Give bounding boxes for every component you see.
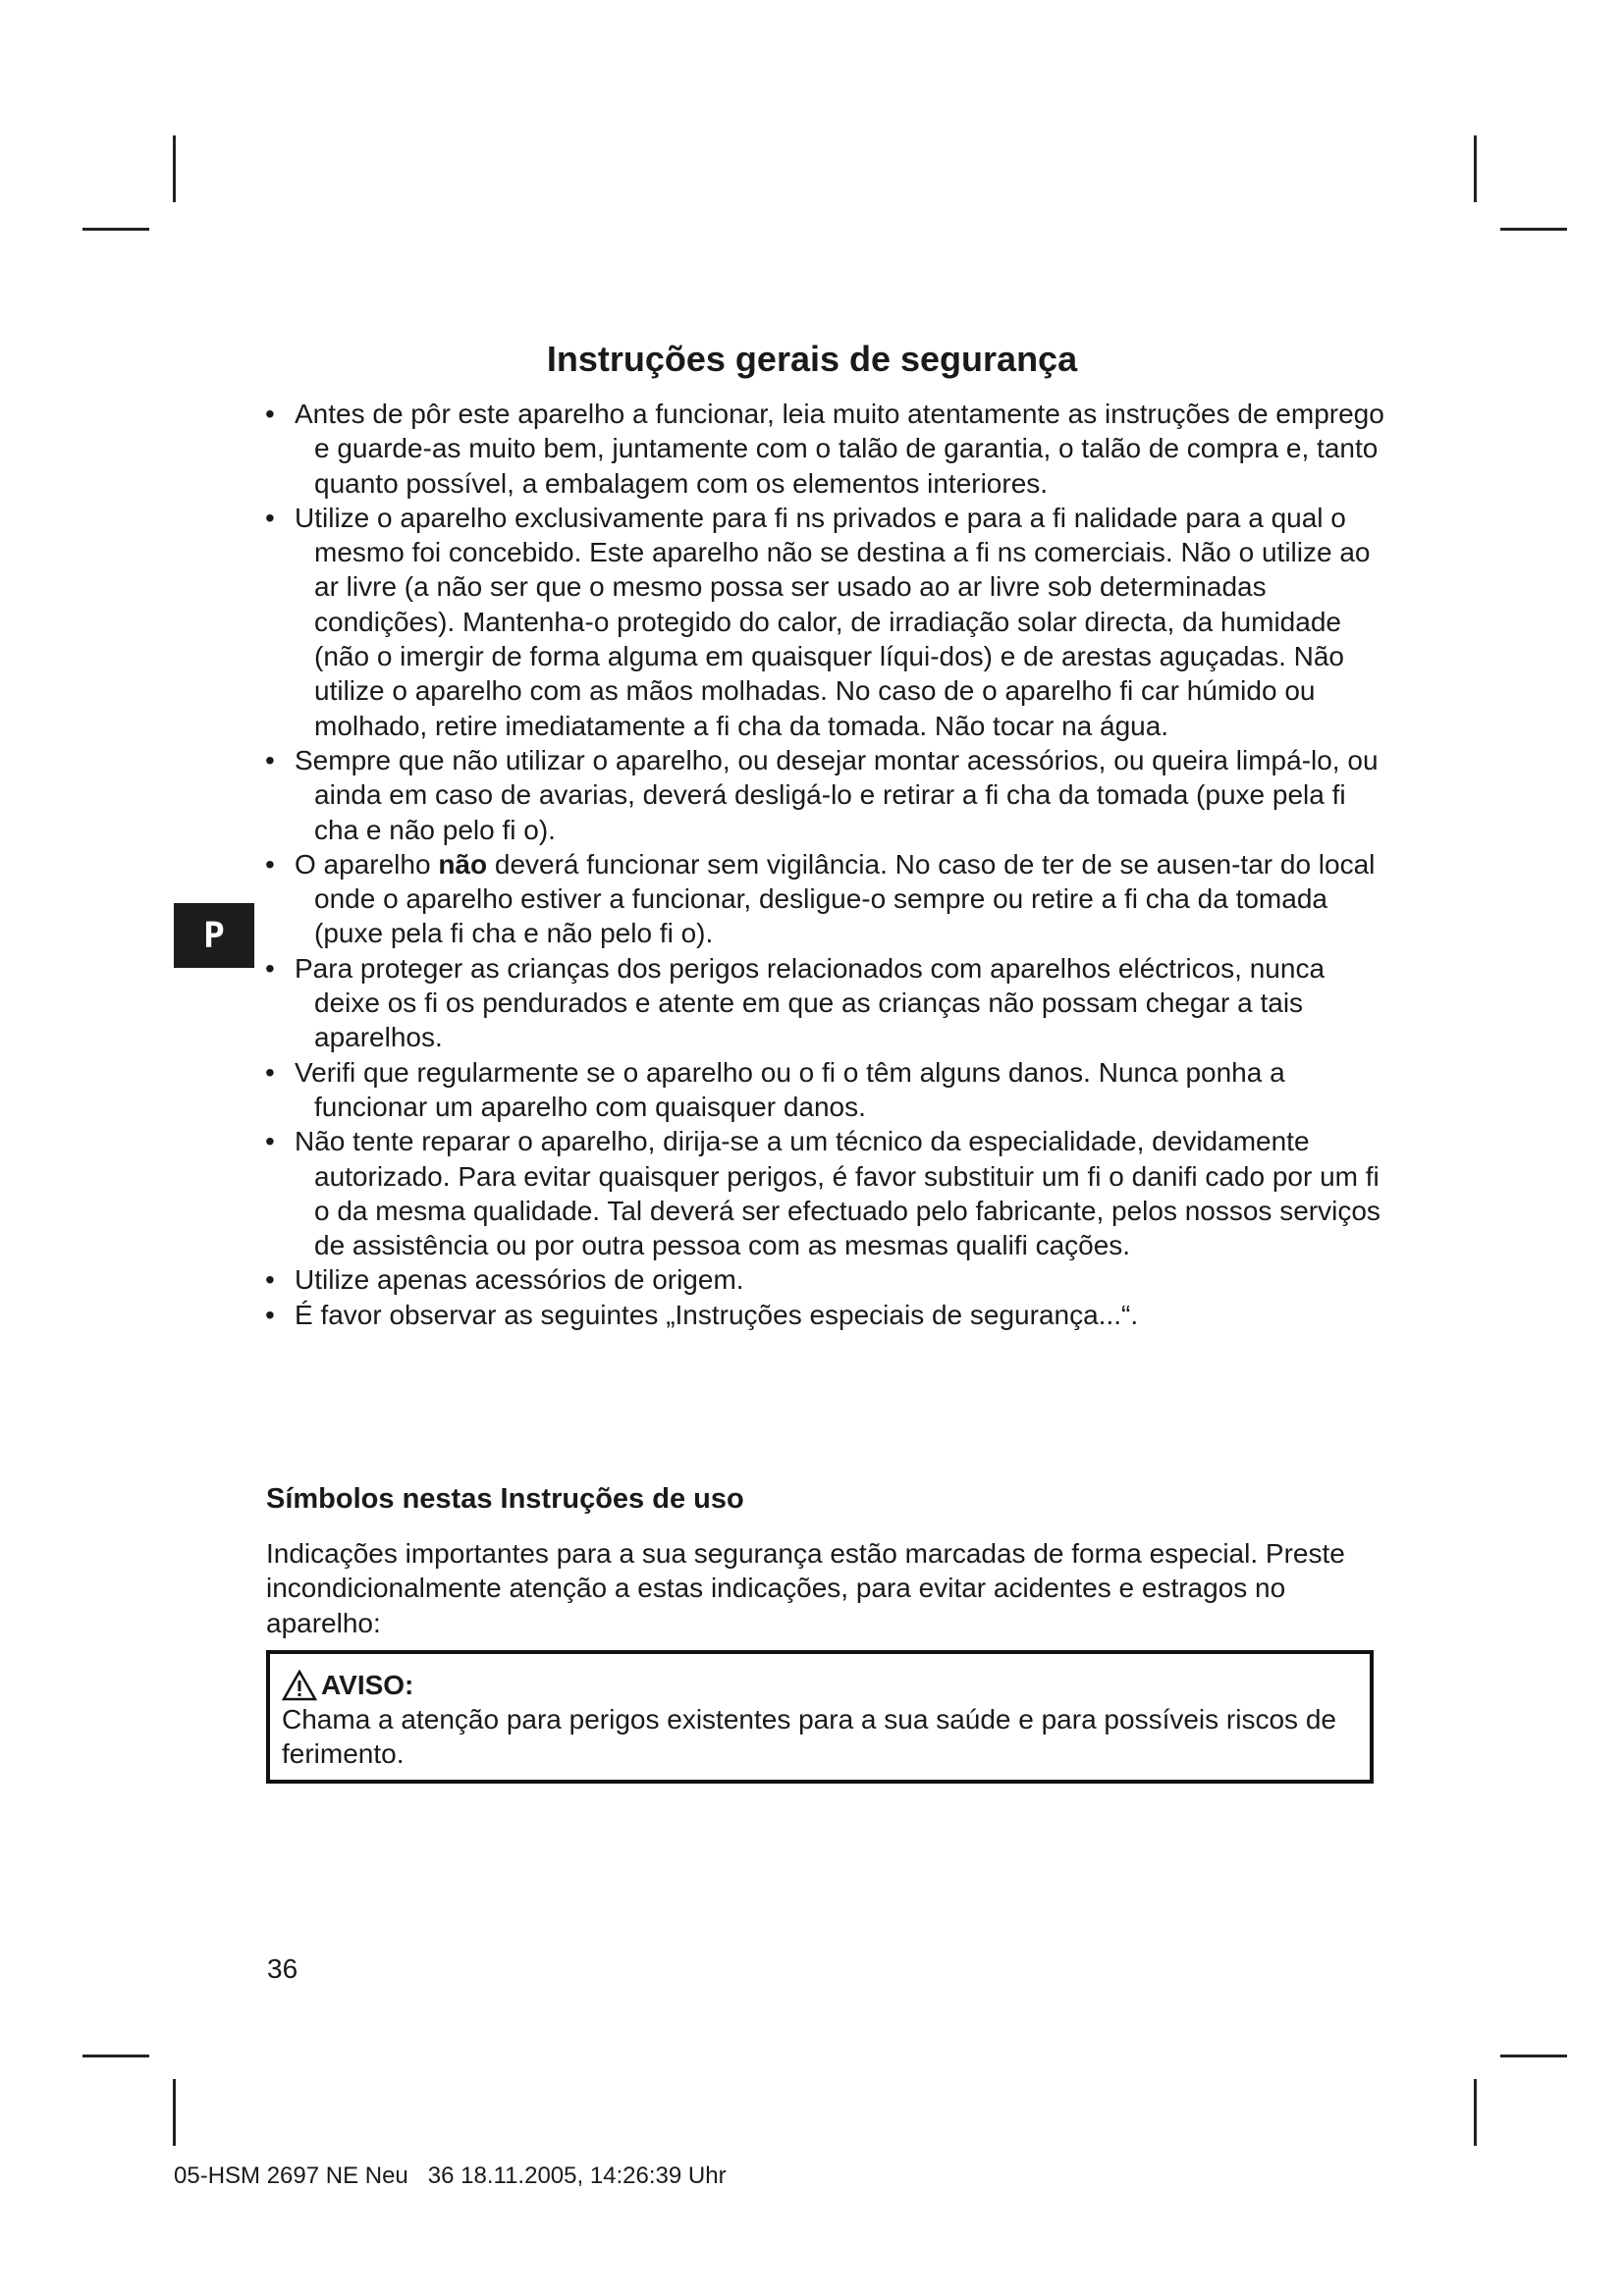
crop-mark-bottom-right-horizontal <box>1500 2055 1567 2057</box>
list-item: • Não tente reparar o aparelho, dirija-se a um técnico da especialidade, devidamente autorizado. Para evitar quaisquer perigos, é favor substituir um fi o danifi cado por um fi o da mesma qualidade. Tal deverá ser efectuado pelo fabricante, pelos nossos serviços de assistência ou por outra pessoa com as mesmas qualifi cações. <box>265 1124 1384 1262</box>
crop-mark-bottom-left-horizontal <box>82 2055 149 2057</box>
list-item: • É favor observar as seguintes „Instruções especiais de segurança...“. <box>265 1298 1384 1332</box>
warning-text: Chama a atenção para perigos existentes para a sua saúde e para possíveis riscos de ferimento. <box>282 1704 1336 1769</box>
list-item <box>265 847 1384 951</box>
crop-mark-top-right-vertical <box>1474 135 1477 202</box>
print-footer: 05-HSM 2697 NE Neu 36 18.11.2005, 14:26:39 Uhr <box>174 2163 727 2189</box>
safety-instructions-list <box>265 397 1384 1332</box>
page-title: Instruções gerais de segurança <box>546 339 1078 379</box>
crop-mark-top-right-horizontal <box>1500 228 1567 231</box>
list-item-text: deverá funcionar sem vigilância. No caso de ter de se ausen-tar do local onde o aparelho estiver a funcionar, desligue-o sempre ou retire a fi cha da tomada (puxe pela fi cha e não pelo fi o). <box>314 848 1376 949</box>
symbols-intro: Indicações importantes para a sua segurança estão marcadas de forma especial. Preste incondicionalmente atenção a estas indicações, para evitar acidentes e estragos no aparelho: <box>266 1538 1345 1638</box>
page-number: 36 <box>267 1953 298 1984</box>
warning-triangle-icon <box>282 1670 317 1701</box>
warning-box <box>266 1650 1374 1784</box>
warning-label: AVISO: <box>321 1670 414 1700</box>
crop-mark-bottom-left-vertical <box>173 2079 176 2146</box>
crop-mark-bottom-right-vertical <box>1474 2079 1477 2146</box>
language-tab: P <box>174 903 254 968</box>
list-item: • Verifi que regularmente se o aparelho ou o fi o têm alguns danos. Nunca ponha a funcionar um aparelho com quaisquer danos. <box>265 1055 1384 1125</box>
list-item: • Antes de pôr este aparelho a funcionar, leia muito atentamente as instruções de emprego e guarde-as muito bem, juntamente com o talão de garantia, o talão de compra e, tanto quanto possível, a embalagem com os elementos interiores. <box>265 397 1384 501</box>
list-item: • Sempre que não utilizar o aparelho, ou desejar montar acessórios, ou queira limpá-lo, ou ainda em caso de avarias, deverá desligá-lo e retirar a fi cha da tomada (puxe pela fi cha e não pelo fi o). <box>265 743 1384 847</box>
symbols-heading: Símbolos nestas Instruções de uso <box>266 1483 744 1515</box>
list-item: • Utilize apenas acessórios de origem. <box>265 1262 1384 1297</box>
list-item: • Para proteger as crianças dos perigos relacionados com aparelhos eléctricos, nunca deixe os fi os pendurados e atente em que as crianças não possam chegar a tais aparelhos. <box>265 951 1384 1055</box>
warning-header <box>282 1668 1360 1702</box>
list-item-text: O aparelho <box>295 848 439 880</box>
crop-mark-top-left-vertical <box>173 135 176 202</box>
crop-mark-top-left-horizontal <box>82 228 149 231</box>
list-item-emphasis: não <box>438 848 488 880</box>
list-item: • Utilize o aparelho exclusivamente para fi ns privados e para a fi nalidade para a qual o mesmo foi concebido. Este aparelho não se destina a fi ns comerciais. Não o utilize ao ar livre (a não ser que o mesmo possa ser usado ao ar livre sob determinadas condições). Mantenha-o protegido do calor, de irradiação solar directa, da humidade (não o imergir de forma alguma em quaisquer líqui-dos) e de arestas aguçadas. Não utilize o aparelho com as mãos molhadas. No caso de o aparelho fi car húmido ou molhado, retire imediatamente a fi cha da tomada. Não tocar na água. <box>265 501 1384 743</box>
